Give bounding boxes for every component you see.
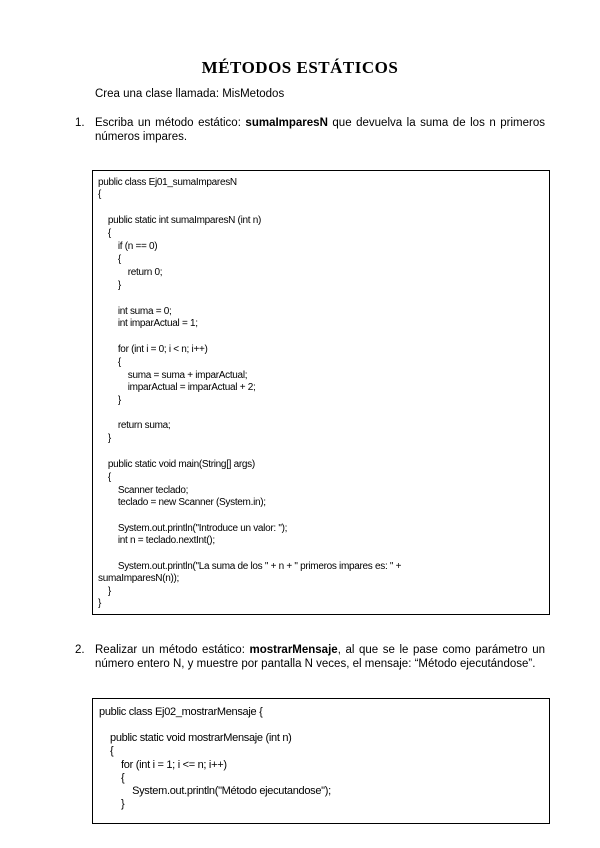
code-line: return 0; xyxy=(98,267,163,278)
code-line: } xyxy=(98,433,111,444)
code-line: imparActual = imparActual + 2; xyxy=(98,382,256,393)
code-line: } xyxy=(98,280,121,291)
code-line: teclado = new Scanner (System.in); xyxy=(98,497,266,508)
code-line: Scanner teclado; xyxy=(98,485,189,496)
code-line: int suma = 0; xyxy=(98,306,172,317)
code-line: public static void mostrarMensaje (int n) xyxy=(99,732,292,744)
code-line: for (int i = 0; i < n; i++) xyxy=(98,344,208,355)
code-line: public static void main(String[] args) xyxy=(98,459,255,470)
code-line: } xyxy=(98,586,111,597)
code-line: sumaImparesN(n)); xyxy=(98,573,180,584)
code-line: for (int i = 1; i <= n; i++) xyxy=(99,759,227,771)
code-line: public class Ej01_sumaImparesN xyxy=(98,177,237,188)
page-title: MÉTODOS ESTÁTICOS xyxy=(201,58,399,77)
code-line: System.out.println("La suma de los " + n + " primeros impares es: " + xyxy=(98,561,402,572)
code-line: { xyxy=(98,228,111,239)
code-line: { xyxy=(98,189,102,200)
exercise-number: 1. xyxy=(75,117,85,129)
code-line: return suma; xyxy=(98,420,171,431)
code-line: int n = teclado.nextInt(); xyxy=(98,535,215,546)
code-block-1 xyxy=(92,170,550,615)
code-line: if (n == 0) xyxy=(98,241,158,252)
code-line: { xyxy=(98,472,111,483)
code-line: public static int sumaImparesN (int n) xyxy=(98,215,262,226)
code-line: { xyxy=(99,745,114,757)
intro-text: Crea una clase llamada: MisMetodos xyxy=(95,88,285,100)
code-line: public class Ej02_mostrarMensaje { xyxy=(99,706,263,718)
code-line: { xyxy=(98,254,121,265)
code-line: int imparActual = 1; xyxy=(98,318,198,329)
code-block-2 xyxy=(92,698,550,824)
code-line: } xyxy=(99,798,125,810)
exercise-text xyxy=(95,116,545,144)
code-line: } xyxy=(98,598,102,609)
exercise-1 xyxy=(75,116,545,144)
exercise-2 xyxy=(75,643,545,671)
method-name: mostrarMensaje xyxy=(249,644,338,656)
exercise-text-before: Escriba un método estático: xyxy=(95,117,246,129)
method-name: sumaImparesN xyxy=(245,117,328,129)
exercise-text-before: Realizar un método estático: xyxy=(95,644,250,656)
exercise-text-after: que devuelva la suma de los n primeros números impares. xyxy=(95,117,545,143)
code-line: suma = suma + imparActual; xyxy=(98,370,248,381)
code-line: } xyxy=(98,395,121,406)
exercise-text xyxy=(95,643,545,671)
code-line: { xyxy=(98,357,121,368)
code-line: System.out.println("Método ejecutandose"); xyxy=(99,785,331,797)
code-line: { xyxy=(99,772,125,784)
code-line: System.out.println("Introduce un valor: "); xyxy=(98,523,288,534)
exercise-text-after: , al que se le pase como parámetro un número entero N, y muestre por pantalla N veces, el mensaje: “Método ejecutándose”. xyxy=(95,644,545,670)
exercise-number: 2. xyxy=(75,644,85,656)
